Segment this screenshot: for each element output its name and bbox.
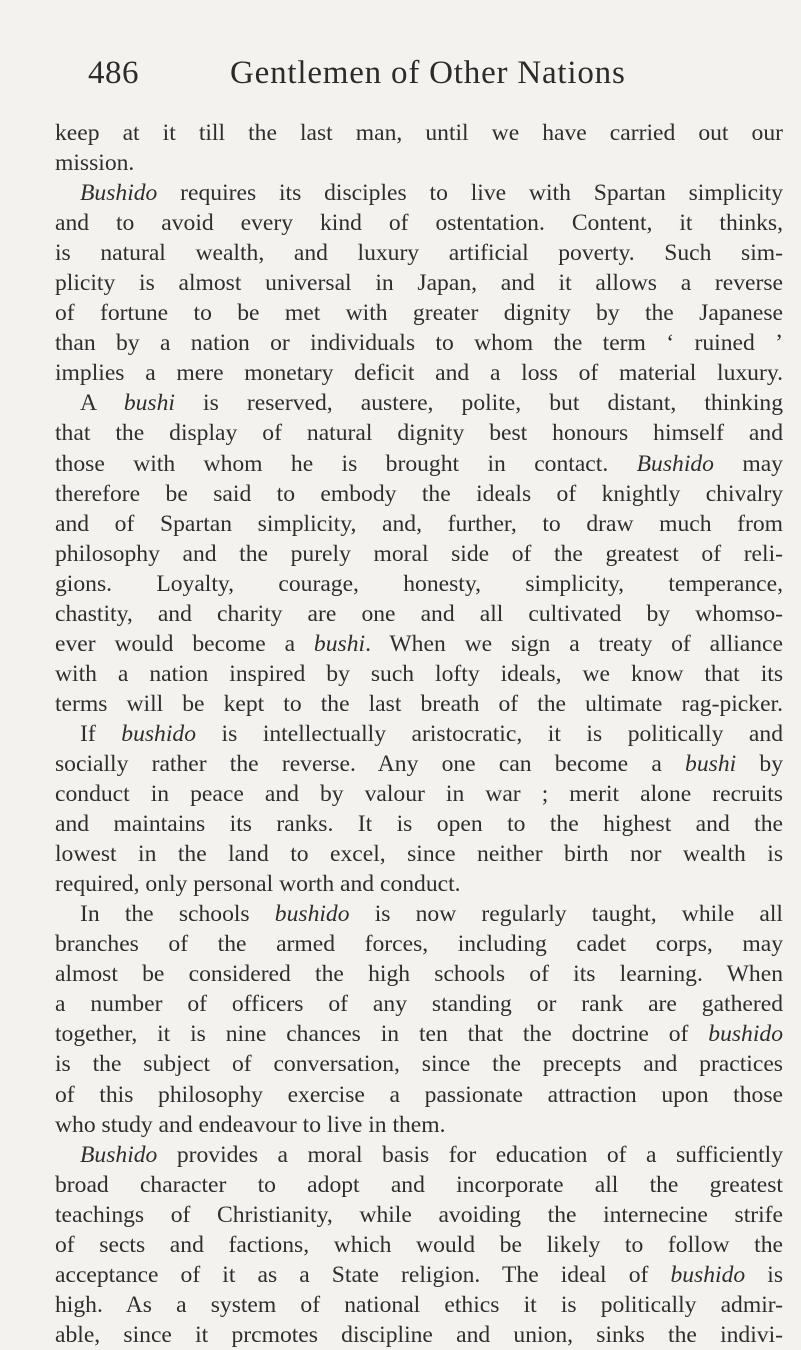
text-line: therefore be said to embody the ideals of knightly chivalry: [55, 480, 783, 507]
text-line: broad character to adopt and incorporate all the greatest: [55, 1171, 783, 1198]
text-line: almost be considered the high schools of its learning. When: [55, 961, 783, 988]
text-line: plicity is almost universal in Japan, and it allows a reverse: [55, 270, 783, 297]
text-line: [55, 178, 783, 208]
text-run: by: [736, 750, 783, 777]
text-line: of this philosophy exercise a passionate attraction upon those: [55, 1081, 783, 1108]
text-run: A: [80, 390, 124, 417]
italic-term: bushido: [274, 901, 350, 928]
text-line: implies a mere monetary deficit and a loss of material luxury.: [55, 360, 783, 387]
text-line: and maintains its ranks. It is open to the highest and the: [55, 811, 783, 838]
text-line: that the display of natural dignity best honours himself and: [55, 420, 783, 447]
text-line: and of Spartan simplicity, and, further, to draw much from: [55, 510, 783, 537]
body-text: [55, 118, 783, 1350]
text-run: ever would become a: [55, 630, 314, 657]
text-line: branches of the armed forces, including cadet corps, may: [55, 931, 783, 958]
text-line: [55, 629, 783, 659]
text-run: is reserved, austere, polite, but distant, thinking: [174, 390, 783, 417]
text-run: is: [745, 1261, 783, 1288]
text-line: [55, 449, 783, 479]
text-run: is intellectually aristocratic, it is politically and: [196, 720, 783, 747]
text-run: those with whom he is brought in contact.: [55, 450, 637, 477]
text-line: a number of officers of any standing or rank are gathered: [55, 991, 783, 1018]
text-line: lowest in the land to excel, since neither birth nor wealth is: [55, 841, 783, 868]
text-line: required, only personal worth and conduct.: [55, 871, 461, 898]
italic-term: bushido: [121, 720, 196, 747]
text-run: together, it is nine chances in ten that the doctrine of: [55, 1021, 709, 1048]
text-line: high. As a system of national ethics it is politically admir-: [55, 1291, 783, 1318]
text-line: mission.: [55, 150, 135, 177]
text-run: may: [713, 450, 783, 477]
italic-term: bushi: [313, 630, 366, 657]
text-line: than by a nation or individuals to whom the term ‘ ruined ’: [55, 330, 783, 357]
text-line: who study and endeavour to live in them.: [55, 1111, 446, 1138]
italic-term: Bushido: [80, 1141, 158, 1168]
page-number: 486: [88, 55, 139, 91]
text-line: is natural wealth, and luxury artificial poverty. Such sim-: [55, 240, 783, 267]
text-line: is the subject of conversation, since the precepts and practices: [55, 1051, 783, 1078]
text-run: socially rather the reverse. Any one can become a: [55, 750, 686, 777]
text-line: conduct in peace and by valour in war ; merit alone recruits: [55, 781, 783, 808]
text-line: [55, 1019, 783, 1049]
text-line: teachings of Christianity, while avoiding the internecine strife: [55, 1201, 783, 1228]
page-header: [88, 55, 741, 105]
text-line: able, since it prcmotes discipline and union, sinks the indivi-: [55, 1321, 783, 1348]
text-line: terms will be kept to the last breath of the ultimate rag-picker.: [55, 690, 783, 717]
italic-term: bushido: [708, 1021, 783, 1048]
text-run: is now regularly taught, while all: [349, 901, 783, 928]
text-line: keep at it till the last man, until we have carried out our: [55, 120, 783, 146]
text-run: . When we sign a treaty of alliance: [365, 630, 783, 657]
text-line: [55, 1140, 783, 1170]
text-line: [55, 749, 783, 779]
text-line: philosophy and the purely moral side of the greatest of reli-: [55, 540, 783, 567]
text-line: gions. Loyalty, courage, honesty, simplicity, temperance,: [55, 570, 783, 597]
text-line: [55, 1260, 783, 1290]
text-run: acceptance of it as a State religion. The ideal of: [55, 1261, 671, 1288]
italic-term: bushi: [123, 390, 175, 417]
italic-term: bushido: [670, 1261, 746, 1288]
text-line: [55, 899, 783, 929]
text-line: with a nation inspired by such lofty ideals, we know that its: [55, 660, 783, 687]
text-line: [55, 388, 783, 418]
italic-term: Bushido: [80, 180, 158, 207]
text-run: provides a moral basis for education of a sufficiently: [157, 1141, 783, 1168]
text-line: chastity, and charity are one and all cultivated by whomso-: [55, 600, 783, 627]
text-line: and to avoid every kind of ostentation. Content, it thinks,: [55, 210, 783, 237]
running-title: Gentlemen of Other Nations: [230, 55, 626, 91]
text-run: requires its disciples to live with Spartan simplicity: [157, 180, 783, 207]
italic-term: Bushido: [636, 450, 714, 477]
italic-term: bushi: [685, 750, 737, 777]
text-run: In the schools: [80, 901, 275, 928]
text-run: If: [80, 720, 122, 747]
text-line: of sects and factions, which would be likely to follow the: [55, 1231, 783, 1258]
text-line: of fortune to be met with greater dignity by the Japanese: [55, 300, 783, 327]
text-line: [55, 719, 783, 749]
